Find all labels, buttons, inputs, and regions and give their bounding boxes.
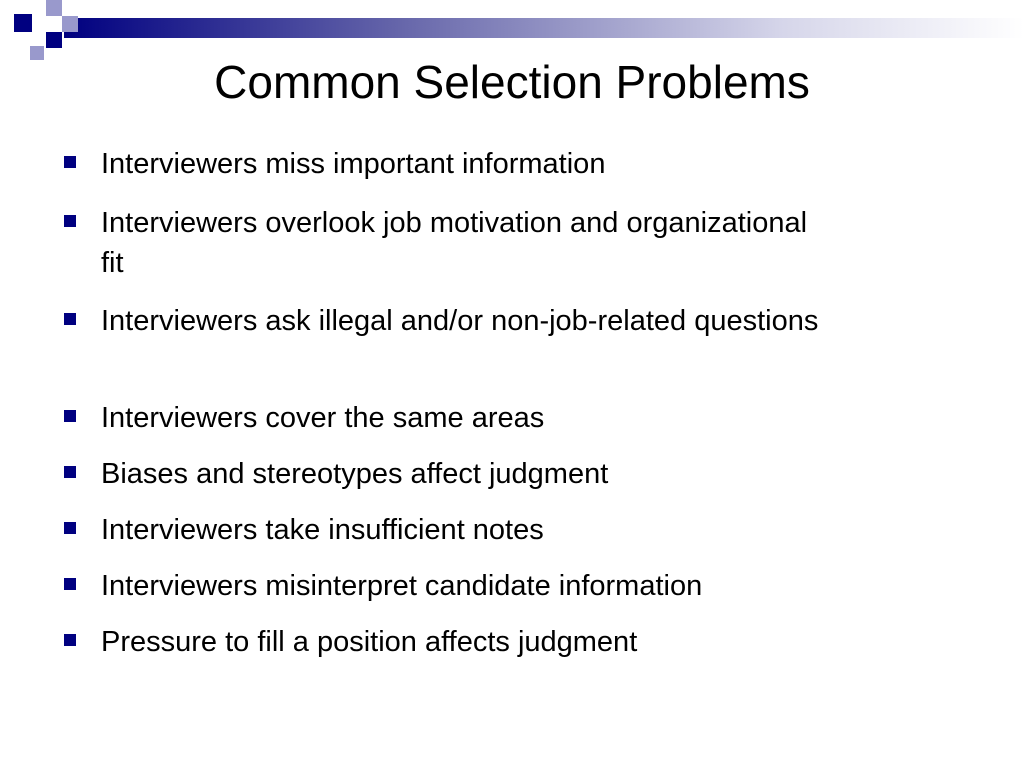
navy-square-icon	[64, 578, 76, 590]
slide-title: Common Selection Problems	[214, 56, 810, 108]
deco-square-light-2	[62, 16, 78, 32]
bullet-item	[64, 510, 824, 550]
navy-square-icon	[64, 313, 76, 325]
navy-square-icon	[64, 634, 76, 646]
bullet-item	[64, 398, 824, 438]
bullet-text: Interviewers misinterpret candidate information	[101, 570, 703, 602]
bullet-text: Interviewers take insufficient notes	[101, 514, 544, 546]
bullet-text: Interviewers cover the same areas	[101, 402, 545, 434]
navy-square-icon	[64, 156, 76, 168]
bullet-text: Interviewers ask illegal and/or non-job-related questions	[101, 305, 819, 337]
bullet-text: Interviewers overlook job motivation and organizational fit	[101, 207, 808, 279]
header-gradient-band	[64, 18, 1024, 38]
deco-square-light-1	[46, 0, 62, 16]
bullet-item	[64, 203, 824, 283]
bullet-item	[64, 566, 824, 606]
bullet-item	[64, 144, 824, 184]
bullet-text: Biases and stereotypes affect judgment	[101, 458, 609, 490]
navy-square-icon	[64, 215, 76, 227]
navy-square-icon	[64, 522, 76, 534]
navy-square-icon	[64, 466, 76, 478]
bullet-text: Pressure to fill a position affects judgment	[101, 626, 638, 658]
navy-square-icon	[64, 410, 76, 422]
deco-square-navy-2	[46, 32, 62, 48]
bullet-item	[64, 622, 824, 662]
bullet-item	[64, 301, 824, 341]
bullet-text: Interviewers miss important information	[101, 148, 606, 180]
deco-square-navy-1	[14, 14, 32, 32]
bullet-item	[64, 454, 824, 494]
